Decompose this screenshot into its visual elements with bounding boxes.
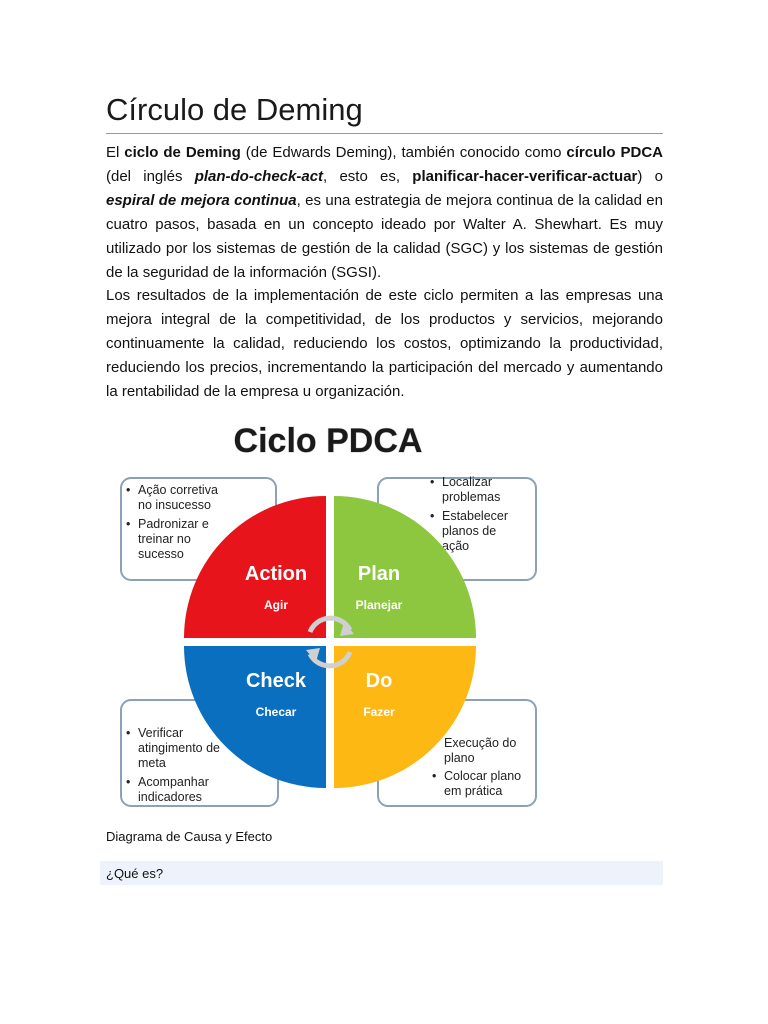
quadrant-plan-sublabel: Planejar: [355, 598, 403, 612]
paragraph-run: , es una estrategia de mejora continua de la calidad en cuatro pasos, basada en un concepto ideado por Walter A. Shewhart. Es muy utilizado por los sistemas de gestión de la calidad (SGC) y los sistemas de gestión de la seguridad de la información (SGSI).: [106, 192, 663, 281]
bullet-icon: •: [126, 517, 131, 531]
paragraph-run: plan-do-check-act: [194, 168, 324, 185]
paragraph-run: ciclo de Deming: [124, 144, 241, 161]
paragraph-run: , esto es,: [323, 168, 413, 185]
bullet-icon: •: [126, 483, 131, 497]
quadrant-action-label: Action: [244, 563, 308, 585]
question-heading: ¿Qué es?: [106, 866, 164, 881]
note-plan-line: ação: [442, 539, 470, 553]
paragraph-run: El: [106, 144, 125, 161]
paragraph-results: Los resultados de la implementación de este ciclo permiten a las empresas una mejora integral de la competitividad, de los productos y servicios, mejorando continuamente la calidad, reduciendo los costos, optimizando la productividad, reduciendo los precios, incrementando la participación del mercado y aumentando la rentabilidad de la empresa u organización.: [106, 287, 663, 400]
note-action-line: no insucesso: [138, 498, 211, 512]
note-action-line: Ação corretiva: [138, 483, 218, 497]
bullet-icon: •: [430, 509, 435, 523]
pdca-diagram: [106, 410, 546, 815]
bullet-icon: •: [126, 726, 131, 740]
page-title: Círculo de Deming: [106, 92, 363, 127]
paragraph-intro: [106, 141, 663, 285]
title-divider: [106, 133, 663, 134]
note-plan-line: Estabelecer: [442, 509, 509, 523]
quadrant-action-sublabel: Agir: [264, 598, 288, 612]
note-do-line: plano: [444, 751, 475, 765]
quadrant-plan-label: Plan: [357, 563, 401, 585]
note-plan-line: problemas: [442, 490, 501, 504]
paragraph-run: ) o: [637, 168, 663, 185]
note-do-line: Colocar plano: [444, 769, 522, 783]
bullet-icon: •: [432, 769, 437, 783]
note-action-line: sucesso: [138, 547, 184, 561]
note-do-line: em prática: [444, 784, 503, 798]
paragraph-run: espiral de mejora continua: [106, 192, 297, 209]
bullet-icon: •: [430, 475, 435, 489]
note-action-line: Padronizar e: [138, 517, 209, 531]
note-action-line: treinar no: [138, 532, 191, 546]
note-do-line: Execução do: [444, 736, 517, 750]
quadrant-do-label: Do: [365, 670, 393, 692]
diagram-title: Ciclo PDCA: [233, 422, 423, 460]
diagram-caption: Diagrama de Causa y Efecto: [106, 829, 273, 844]
note-plan-line: planos de: [442, 524, 497, 538]
note-check-line: atingimento de: [138, 741, 221, 755]
note-plan-line: Localizar: [442, 475, 493, 489]
note-check-line: Verificar: [138, 726, 184, 740]
note-check-line: meta: [138, 756, 166, 770]
note-check-line: indicadores: [138, 790, 202, 804]
note-check-line: Acompanhar: [138, 775, 209, 789]
quadrant-do-sublabel: Fazer: [363, 705, 395, 719]
quadrant-check-sublabel: Checar: [255, 705, 297, 719]
bullet-icon: •: [126, 775, 131, 789]
paragraph-run: planificar-hacer-verificar-actuar: [412, 168, 638, 185]
question-heading-band: [100, 861, 663, 885]
quadrant-check-label: Check: [245, 670, 307, 692]
paragraph-run: (de Edwards Deming), también conocido como: [240, 144, 567, 161]
paragraph-run: (del inglés: [106, 168, 195, 185]
paragraph-run: círculo PDCA: [566, 144, 663, 161]
